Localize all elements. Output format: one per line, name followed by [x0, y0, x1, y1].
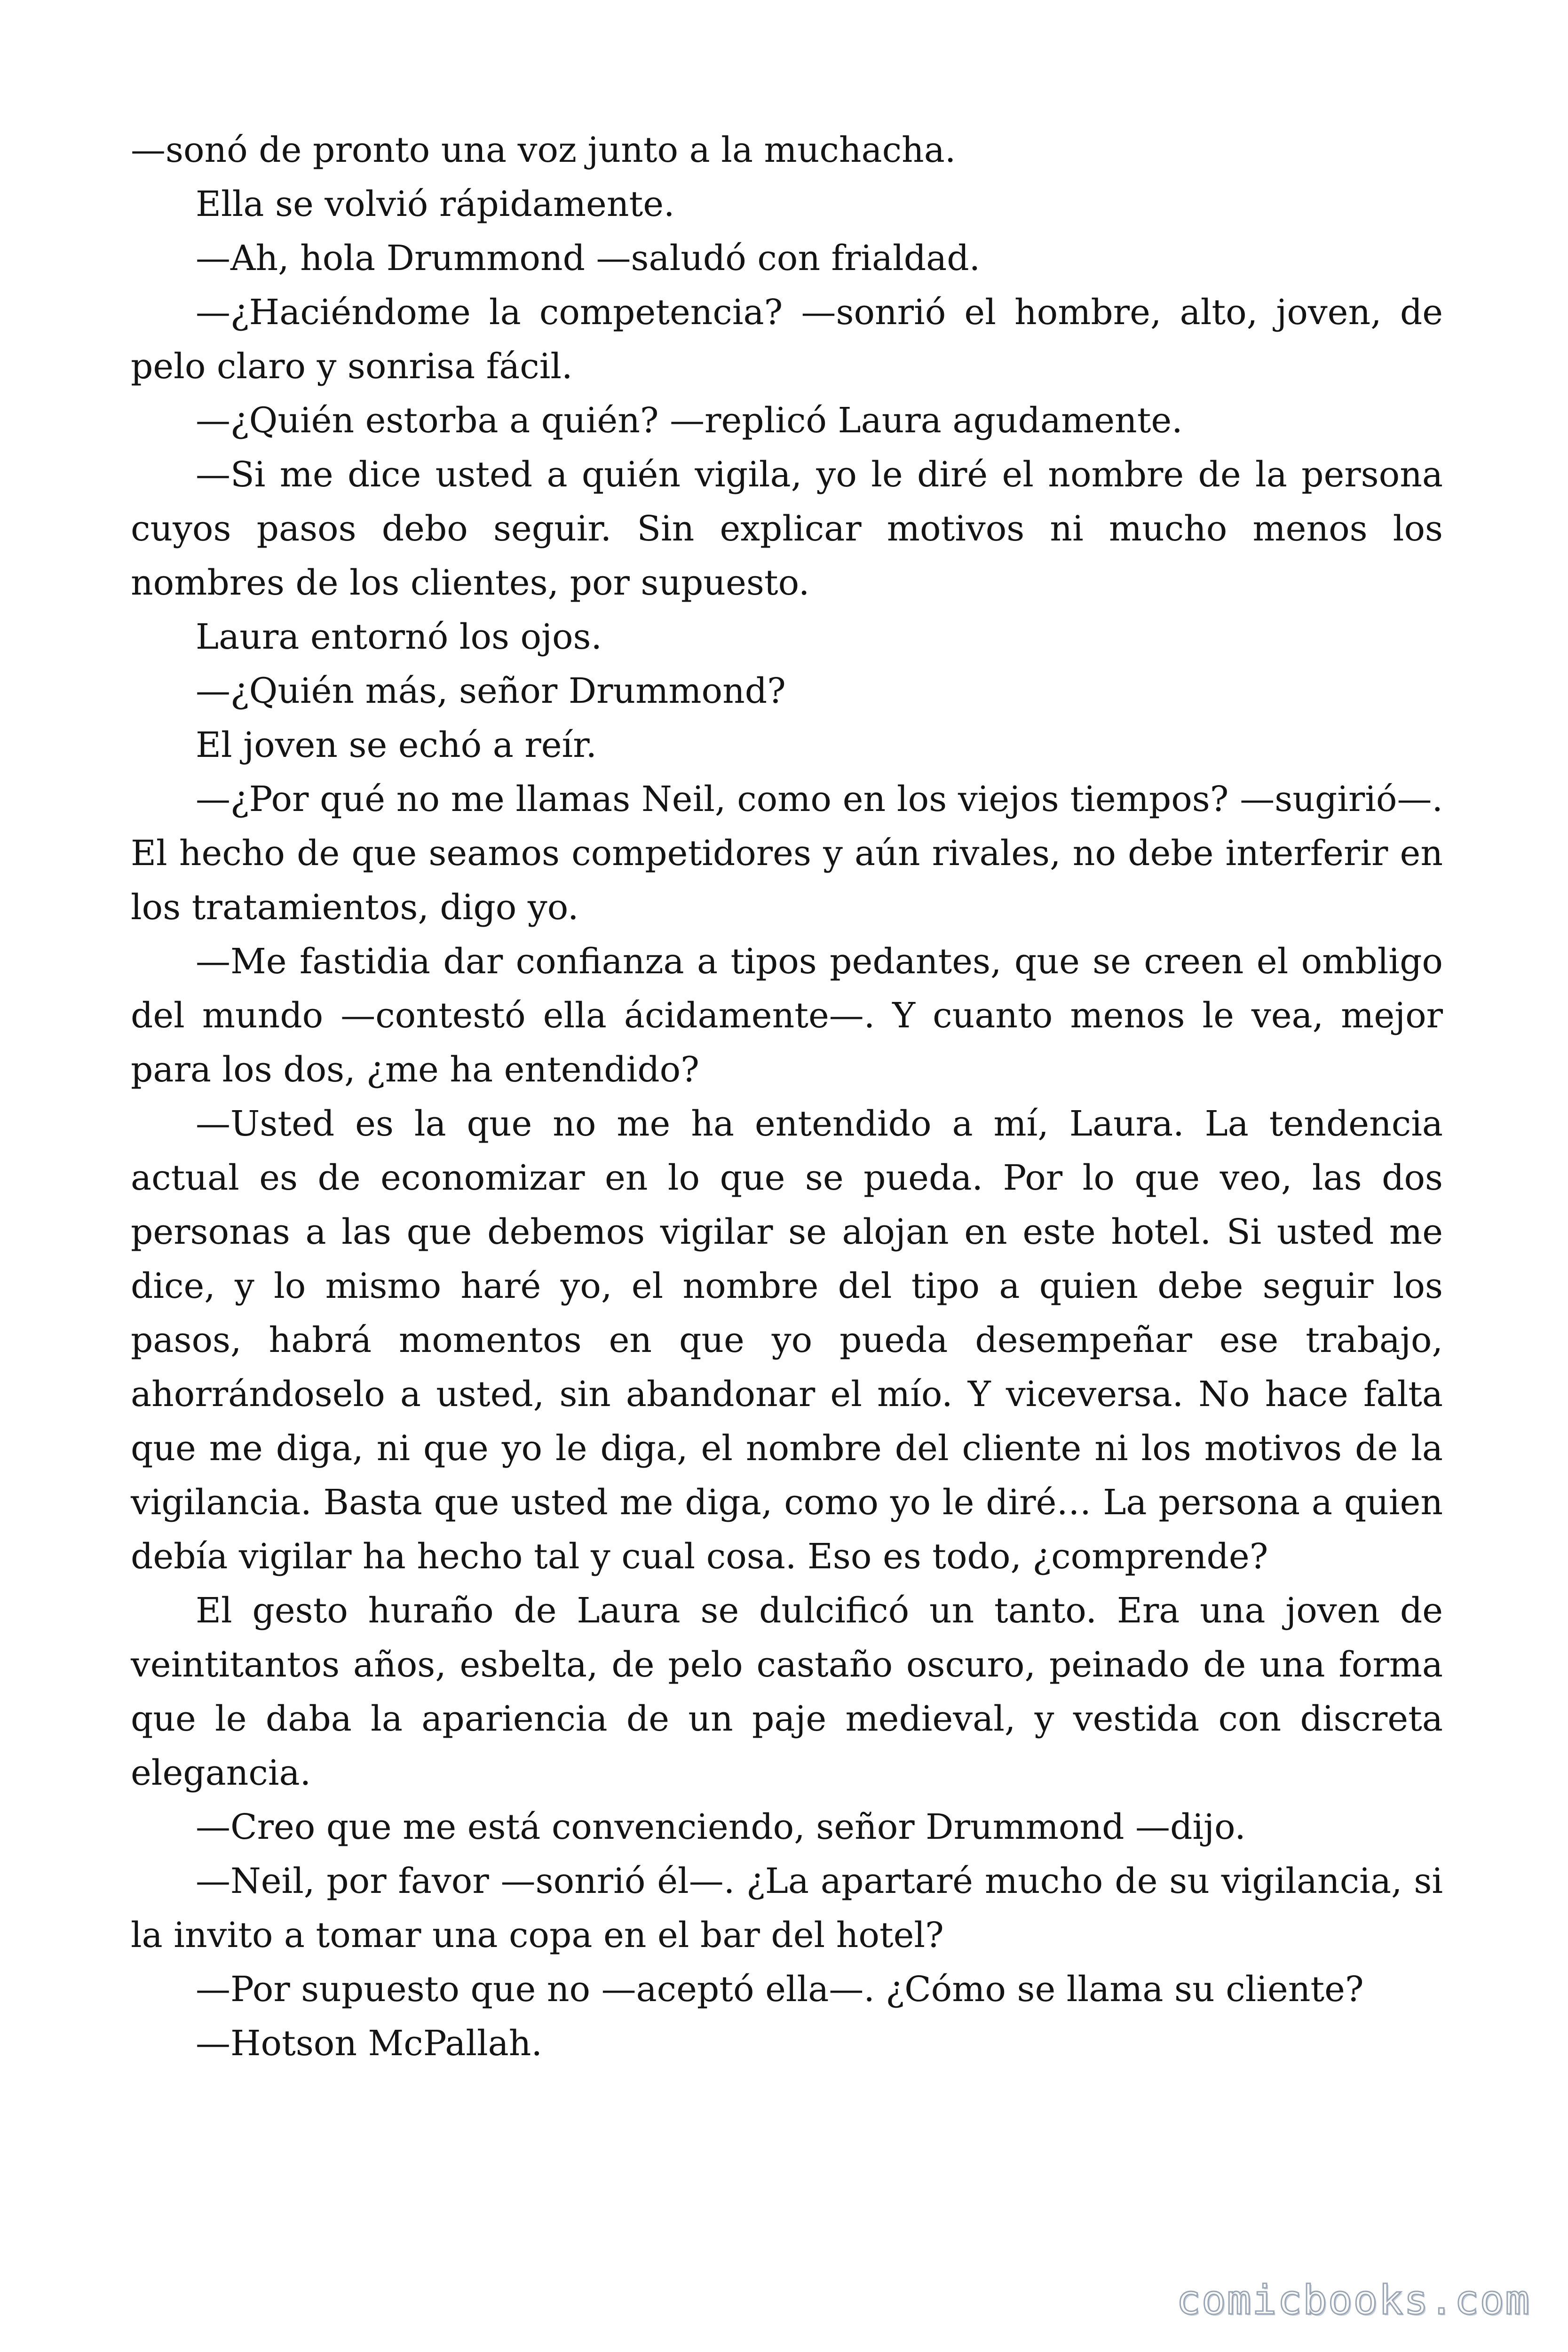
- paragraph: —Creo que me está convenciendo, señor Drummond —dijo.: [196, 1807, 1246, 1847]
- paragraph: —Por supuesto que no —aceptó ella—. ¿Cómo se llama su cliente?: [196, 1969, 1364, 2010]
- paragraph: Ella se volvió rápidamente.: [196, 184, 675, 224]
- paragraph: El joven se echó a reír.: [196, 725, 597, 765]
- paragraph: El gesto huraño de Laura se dulcificó un tanto. Era una joven de veintitantos años, esbelta, de pelo castaño oscuro, peinado de una forma que le daba la apariencia de un paje medieval, y vestida con discreta elegancia.: [131, 1590, 1443, 1793]
- paragraph: —¿Quién más, señor Drummond?: [196, 671, 786, 711]
- paragraph: —Ah, hola Drummond —saludó con frialdad.: [196, 238, 981, 278]
- paragraph: —¿Haciéndome la competencia? —sonrió el hombre, alto, joven, de pelo claro y sonrisa fácil.: [131, 292, 1443, 387]
- paragraph: Laura entornó los ojos.: [196, 617, 602, 657]
- paragraph: —Si me dice usted a quién vigila, yo le diré el nombre de la persona cuyos pasos debo seguir. Sin explicar motivos ni mucho menos los nombres de los clientes, por supuesto.: [131, 454, 1443, 603]
- paragraph: —Me fastidia dar confianza a tipos pedantes, que se creen el ombligo del mundo —contestó ella ácidamente—. Y cuanto menos le vea, mejor para los dos, ¿me ha entendido?: [131, 941, 1443, 1090]
- paragraph: —Hotson McPallah.: [196, 2023, 542, 2064]
- paragraph: —Neil, por favor —sonrió él—. ¿La apartaré mucho de su vigilancia, si la invito a tomar una copa en el bar del hotel?: [131, 1861, 1443, 1955]
- watermark: comicbooks.com: [1176, 2277, 1530, 2324]
- paragraph: —¿Quién estorba a quién? —replicó Laura agudamente.: [196, 400, 1183, 441]
- paragraph: —¿Por qué no me llamas Neil, como en los viejos tiempos? —sugirió—. El hecho de que seamos competidores y aún rivales, no debe interferir en los tratamientos, digo yo.: [131, 779, 1443, 928]
- page-text: [131, 123, 1443, 2071]
- paragraph: —Usted es la que no me ha entendido a mí, Laura. La tendencia actual es de economizar en lo que se pueda. Por lo que veo, las dos personas a las que debemos vigilar se alojan en este hotel. Si usted me dice, y lo mismo haré yo, el nombre del tipo a quien debe seguir los pasos, habrá momentos en que yo pueda desempeñar ese trabajo, ahorrándoselo a usted, sin abandonar el mío. Y viceversa. No hace falta que me diga, ni que yo le diga, el nombre del cliente ni los motivos de la vigilancia. Basta que usted me diga, como yo le diré… La persona a quien debía vigilar ha hecho tal y cual cosa. Eso es todo, ¿comprende?: [131, 1104, 1443, 1577]
- paragraph: —sonó de pronto una voz junto a la muchacha.: [131, 130, 956, 170]
